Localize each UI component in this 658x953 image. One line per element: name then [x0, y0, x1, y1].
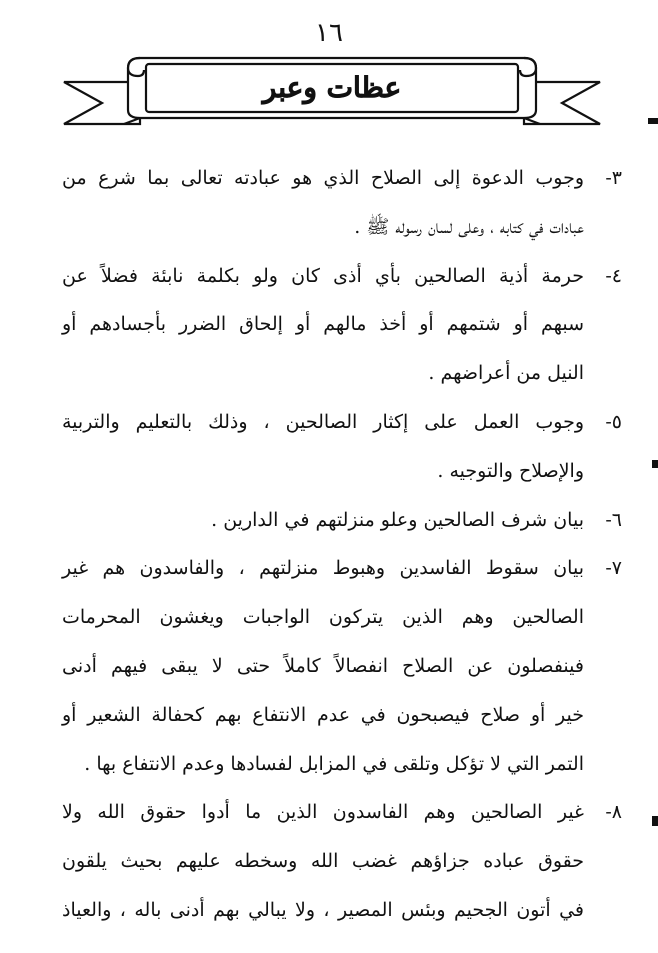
text-line: فينفصلون عن الصلاح انفصالاً كاملاً حتى لا يبقى فيهم أدنى [62, 654, 584, 677]
text-line: سبهم أو شتمهم أو أخذ مالهم أو إلحاق الضرر بأجسادهم أو [62, 313, 584, 336]
page-number: ١٦ [315, 18, 343, 48]
list-item [62, 496, 622, 545]
list-item [62, 544, 622, 788]
item-number: ٨- [605, 801, 622, 824]
item-text: وجوب العمل على إكثار الصالحين ، وذلك بالتعليم والتربية [62, 410, 584, 433]
item-text: بيان سقوط الفاسدين وهبوط منزلتهم ، والفاسدون هم غير [62, 557, 584, 580]
list-item [62, 398, 622, 496]
text-line: الصالحين وهم الذين يتركون الواجبات ويغشون المحرمات [62, 606, 584, 629]
item-number: ٦- [605, 508, 622, 531]
text-line [62, 154, 622, 203]
item-number: ٤- [605, 264, 622, 287]
list-item [62, 252, 622, 398]
item-text: وجوب الدعوة إلى الصلاح الذي هو عبادته تعالى بما شرع من [62, 167, 584, 189]
text-line: حقوق عباده جزاؤهم غضب الله وسخطه عليهم بحيث يلقون [62, 850, 584, 873]
item-text: بيان شرف الصالحين وعلو منزلتهم في الدارين . [211, 508, 584, 531]
text-line [62, 252, 622, 301]
item-number: ٣- [605, 167, 622, 189]
scan-edge-mark [652, 816, 658, 826]
title-banner [62, 52, 602, 132]
text-line: النيل من أعراضهم . [428, 362, 584, 385]
text-line [62, 398, 622, 447]
text-line: عبادات في كتابه ، وعلى لسان رسوله ﷺ . [354, 215, 584, 238]
text-line [62, 496, 622, 545]
scan-edge-mark [652, 460, 658, 468]
scan-edge-mark [648, 118, 658, 124]
text-line: خير أو صلاح فيصبحون في عدم الانتفاع بهم كحفالة الشعير أو [62, 703, 584, 726]
text-line: التمر التي لا تؤكل وتلقى في المزابل لفسادها وعدم الانتفاع بها . [84, 752, 584, 775]
text-line [62, 544, 622, 593]
item-number: ٧- [605, 557, 622, 580]
banner-title: عظات وعبر [262, 71, 402, 104]
item-text: غير الصالحين وهم الفاسدون الذين ما أدوا حقوق الله ولا [62, 801, 584, 824]
list-item [62, 154, 622, 252]
list-item [62, 788, 622, 934]
text-line [62, 788, 622, 837]
page-body [62, 154, 622, 935]
text-line: والإصلاح والتوجيه . [437, 459, 584, 482]
item-text: حرمة أذية الصالحين بأي أذى كان ولو بكلمة نابئة فضلاً عن [62, 264, 584, 287]
text-line: في أتون الجحيم وبئس المصير ، ولا يبالي بهم أدنى باله ، والعياذ [62, 898, 584, 921]
item-number: ٥- [605, 410, 622, 433]
